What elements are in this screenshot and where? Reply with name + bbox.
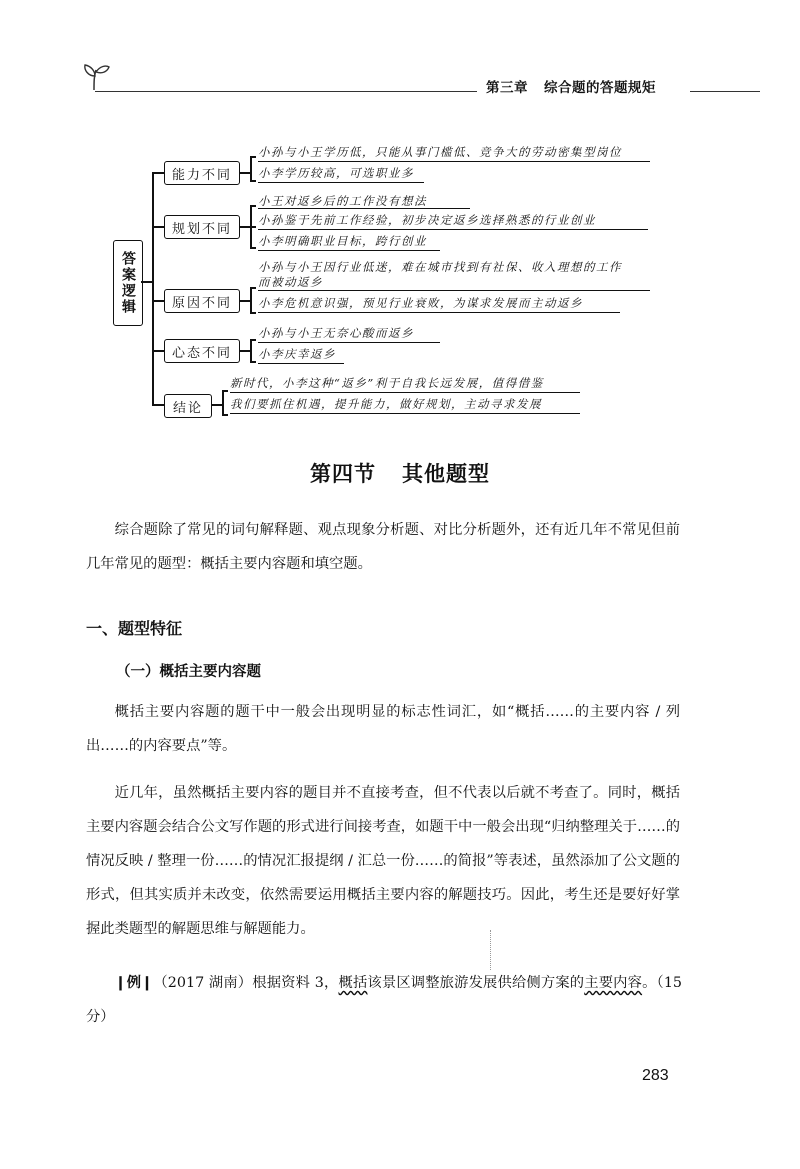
mindmap-leaf: 小李庆幸返乡 — [258, 347, 336, 361]
page-number: 283 — [642, 1067, 669, 1084]
intro-paragraph: 综合题除了常见的词句解释题、观点现象分析题、对比分析题外，还有近几年不常见但前几年常见的题型：概括主要内容题和填空题。 — [86, 522, 680, 572]
mindmap-leaf: 小孙鉴于先前工作经验，初步决定返乡选择熟悉的行业创业 — [258, 213, 596, 227]
example-text: 根据资料 3， — [252, 975, 339, 991]
header-title — [486, 76, 656, 96]
header-rule-right — [690, 91, 760, 92]
section-title — [0, 458, 800, 488]
heading-question-features: 一、题型特征 — [86, 619, 183, 638]
mindmap-branch-conclusion: 结论 — [164, 394, 212, 418]
example-score: 。（15 分） — [86, 975, 683, 1025]
example-keyword-summarize: 概括 — [338, 975, 368, 991]
mindmap-leaf: 新时代，小李这种“返乡”利于自我长远发展，值得借鉴 — [230, 376, 544, 390]
example-source: （2017 湖南） — [153, 975, 253, 991]
heading-summarize-content: （一）概括主要内容题 — [116, 664, 261, 680]
mindmap-leaf: 我们要抓住机遇，提升能力，做好规划，主动寻求发展 — [230, 397, 542, 411]
mindmap-branch-reason: 原因不同 — [164, 289, 240, 313]
mindmap-root: 答案逻辑 — [113, 240, 143, 326]
mindmap-leaf: 小李明确职业目标，跨行创业 — [258, 234, 427, 248]
example-paragraph — [86, 966, 682, 1034]
scan-guide-line — [490, 930, 491, 970]
section-number: 第四节 — [310, 462, 376, 486]
header-chapter-title: 综合题的答题规矩 — [544, 80, 656, 96]
mindmap-leaf: 小王对返乡后的工作没有想法 — [258, 194, 427, 208]
sprout-icon — [78, 62, 112, 92]
header-chapter: 第三章 — [486, 80, 528, 96]
mindmap-spine — [152, 172, 154, 404]
mindmap-leaf: 小孙与小王学历低，只能从事门槛低、竞争大的劳动密集型岗位 — [258, 145, 622, 159]
paragraph-exam-trend: 近几年，虽然概括主要内容的题目并不直接考查，但不代表以后就不考查了。同时，概括主要内容题会结合公文写作题的形式进行间接考查，如题干中一般会出现“归纳整理关于……的情况反映 / 整理一份……的情况汇报提纲 / 汇总一份……的简报”等表述，虽然添加了公文题的形式，但其实质并未改变，依然需要运用概括主要内容的解题技巧。因此，考生还是要好好掌握此类题型的解题思维与解题能力。 — [86, 785, 680, 937]
mindmap-leaf: 小李危机意识强，预见行业衰败，为谋求发展而主动返乡 — [258, 296, 583, 310]
mindmap-branch-mindset: 心态不同 — [164, 339, 240, 363]
mindmap-leaf: 小李学历较高，可选职业多 — [258, 166, 414, 180]
example-text: 该景区调整旅游发展供给侧方案的 — [367, 975, 585, 991]
mindmap-leaf: 小孙与小王因行业低迷，难在城市找到有社保、收入理想的工作 — [258, 260, 622, 274]
mindmap-leaf: 而被动返乡 — [258, 275, 323, 289]
header-rule-left — [95, 91, 477, 92]
section-name: 其他题型 — [402, 462, 490, 486]
example-tag: ❙例❙ — [114, 975, 154, 991]
mindmap-branch-plan: 规划不同 — [164, 215, 240, 239]
paragraph-keywords: 概括主要内容题的题干中一般会出现明显的标志性词汇，如“概括……的主要内容 / 列出……的内容要点”等。 — [86, 704, 680, 754]
mindmap-branch-ability: 能力不同 — [164, 161, 240, 185]
mindmap-leaf: 小孙与小王无奈心酸而返乡 — [258, 326, 414, 340]
example-keyword-main-content: 主要内容 — [584, 975, 643, 991]
